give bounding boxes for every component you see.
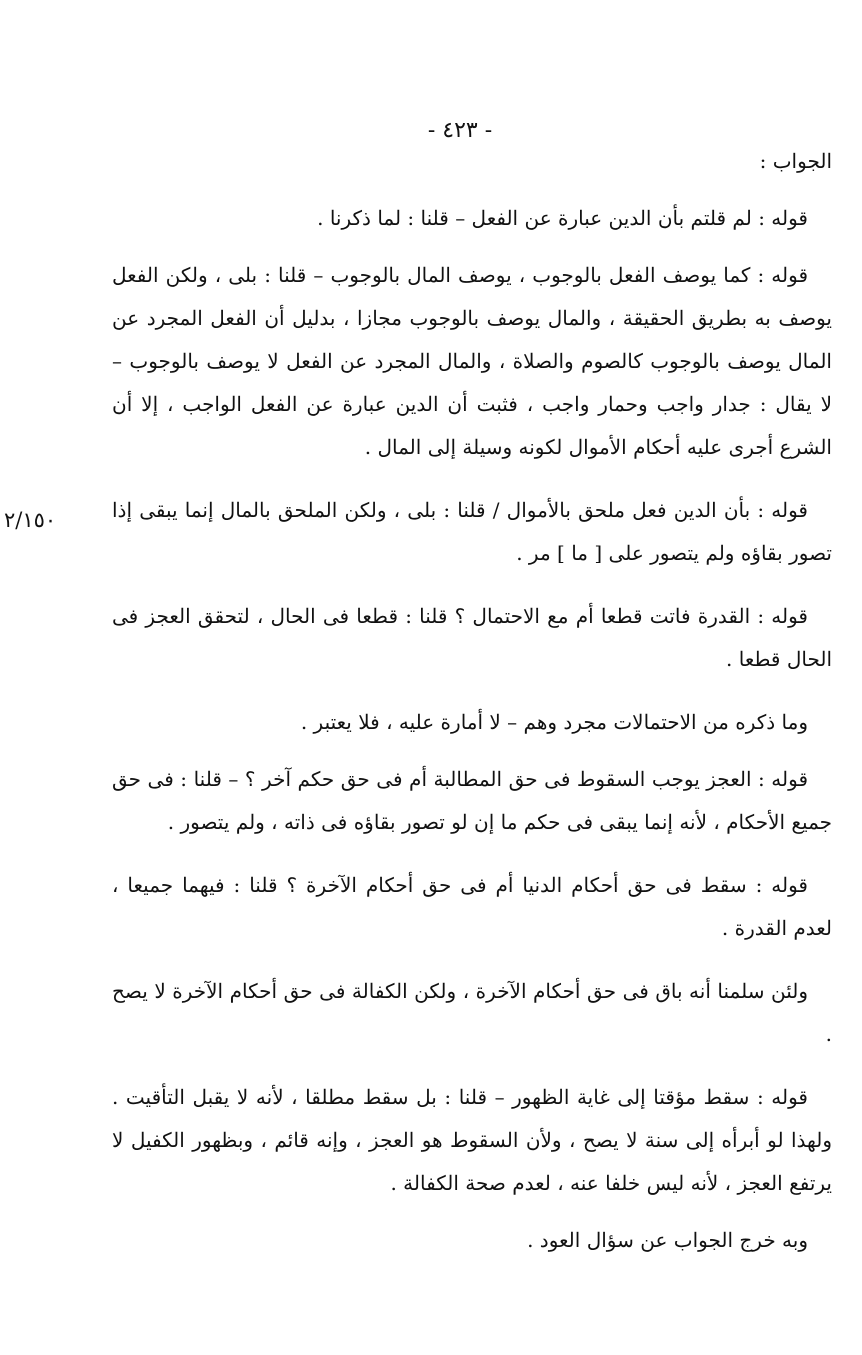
paragraph: ولئن سلمنا أنه باق فى حق أحكام الآخرة ، ولكن الكفالة فى حق أحكام الآخرة لا يصح . xyxy=(112,979,832,1046)
page-body xyxy=(112,140,832,1262)
paragraph: قوله : كما يوصف الفعل بالوجوب ، يوصف المال بالوجوب – قلنا : بلى ، ولكن الفعل يوصف به بطريق الحقيقة ، والمال يوصف بالوجوب مجازا ، بدليل أن الفعل المجرد عن المال يوصف بالوجوب كالصوم والصلاة ، والمال المجرد عن الفعل لا يوصف بالوجوب – لا يقال : جدار واجب وحمار واجب ، فثبت أن الدين عبارة عن الفعل الواجب ، إلا أن الشرع أجرى عليه أحكام الأموال لكونه وسيلة إلى المال . xyxy=(112,263,832,459)
page-number: - ٤٢٣ - xyxy=(427,118,493,143)
paragraph: قوله : لم قلتم بأن الدين عبارة عن الفعل – قلنا : لما ذكرنا . xyxy=(317,206,808,230)
paragraph: قوله : سقط مؤقتا إلى غاية الظهور – قلنا : بل سقط مطلقا ، لأنه لا يقبل التأقيت . ولهذا لو أبرأه إلى سنة لا يصح ، ولأن السقوط هو العجز ، وإنه قائم ، وبظهور الكفيل لا يرتفع العجز ، لأنه ليس خلفا عنه ، لعدم صحة الكفالة . xyxy=(112,1085,833,1195)
margin-note: ٢/١٥٠ xyxy=(4,508,57,532)
paragraph: قوله : بأن الدين فعل ملحق بالأموال / قلنا : بلى ، ولكن الملحق بالمال إنما يبقى إذا تصور بقاؤه ولم يتصور على [ ما ] مر . xyxy=(112,498,832,565)
paragraph: قوله : سقط فى حق أحكام الدنيا أم فى حق أحكام الآخرة ؟ قلنا : فيهما جميعا ، لعدم القدرة . xyxy=(112,873,832,940)
paragraph: قوله : القدرة فاتت قطعا أم مع الاحتمال ؟ قلنا : قطعا فى الحال ، لتحقق العجز فى الحال قطعا . xyxy=(112,604,832,671)
paragraph: قوله : العجز يوجب السقوط فى حق المطالبة أم فى حق حكم آخر ؟ – قلنا : فى حق جميع الأحكام ، لأنه إنما يبقى فى حكم ما إن لو تصور بقاؤه فى ذاته ، ولم يتصور . xyxy=(112,767,832,834)
paragraph: وبه خرج الجواب عن سؤال العود . xyxy=(527,1228,808,1252)
paragraph: وما ذكره من الاحتمالات مجرد وهم – لا أمارة عليه ، فلا يعتبر . xyxy=(300,710,808,734)
section-heading: الجواب : xyxy=(759,149,832,173)
